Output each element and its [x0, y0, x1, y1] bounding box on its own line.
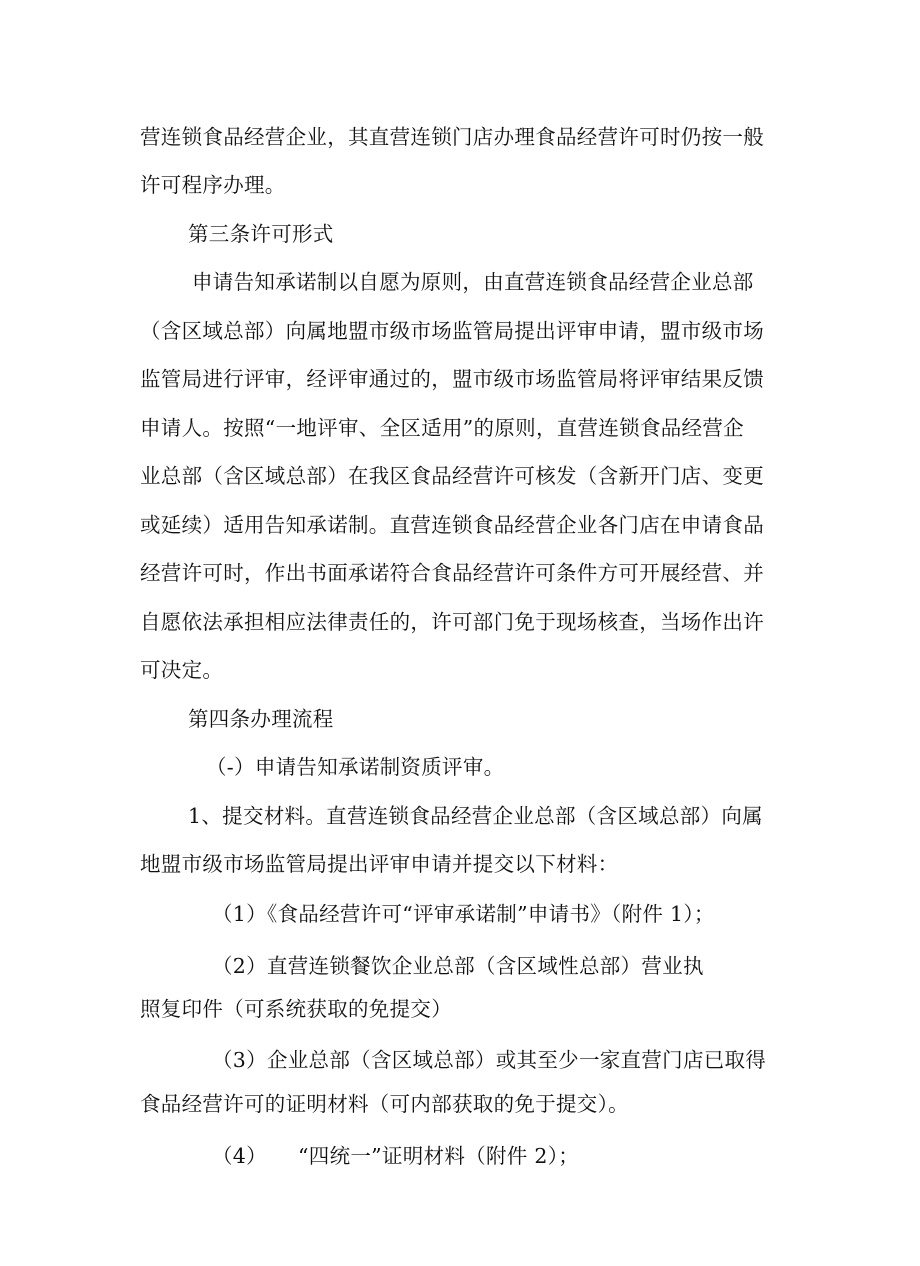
- paragraph-line: 或延续）适用告知承诺制。直营连锁食品经营企业各门店在申请食品: [140, 513, 764, 537]
- list-item-text: “四统一”证明材料（附件 2）；: [298, 1144, 580, 1168]
- paragraph-line: 1、提交材料。直营连锁食品经营企业总部（含区域总部）向属: [188, 804, 763, 828]
- paragraph-line: 营连锁食品经营企业，其直营连锁门店办理食品经营许可时仍按一般: [140, 125, 764, 149]
- list-item-number: （4）: [212, 1144, 267, 1168]
- paragraph-line: 监管局进行评审，经评审通过的，盟市级市场监管局将评审结果反馈: [140, 367, 764, 391]
- paragraph-line: 经营许可时，作出书面承诺符合食品经营许可条件方可开展经营、并: [140, 561, 764, 585]
- paragraph-line: 地盟市级市场监管局提出评审申请并提交以下材料：: [140, 852, 619, 876]
- section-heading: 第三条许可形式: [188, 222, 334, 246]
- paragraph-line: 申请告知承诺制以自愿为原则，由直营连锁食品经营企业总部: [192, 270, 754, 294]
- paragraph-line: 许可程序办理。: [140, 173, 286, 197]
- list-item-continuation: 食品经营许可的证明材料（可内部获取的免于提交）。: [140, 1092, 629, 1116]
- list-item: （2）直营连锁餐饮企业总部（含区域性总部）营业执: [212, 954, 704, 978]
- list-item-continuation: 照复印件（可系统获取的免提交）: [140, 997, 452, 1021]
- paragraph-line: （含区域总部）向属地盟市级市场监管局提出评审申请，盟市级市场: [140, 319, 764, 343]
- subsection-heading: （-）申请告知承诺制资质评审。: [206, 755, 505, 779]
- paragraph-line: 自愿依法承担相应法律责任的，许可部门免于现场核查，当场作出许: [140, 610, 764, 634]
- paragraph-line: 业总部（含区域总部）在我区食品经营许可核发（含新开门店、变更: [140, 464, 764, 488]
- paragraph-line: 申请人。按照“一地评审、全区适用”的原则，直营连锁食品经营企: [140, 416, 744, 440]
- paragraph-line: 可决定。: [140, 658, 224, 682]
- section-heading: 第四条办理流程: [188, 707, 334, 731]
- list-item: （1）《食品经营许可“评审承诺制”申请书》（附件 1）；: [212, 902, 715, 926]
- list-item: （3）企业总部（含区域总部）或其至少一家直营门店已取得: [212, 1048, 767, 1072]
